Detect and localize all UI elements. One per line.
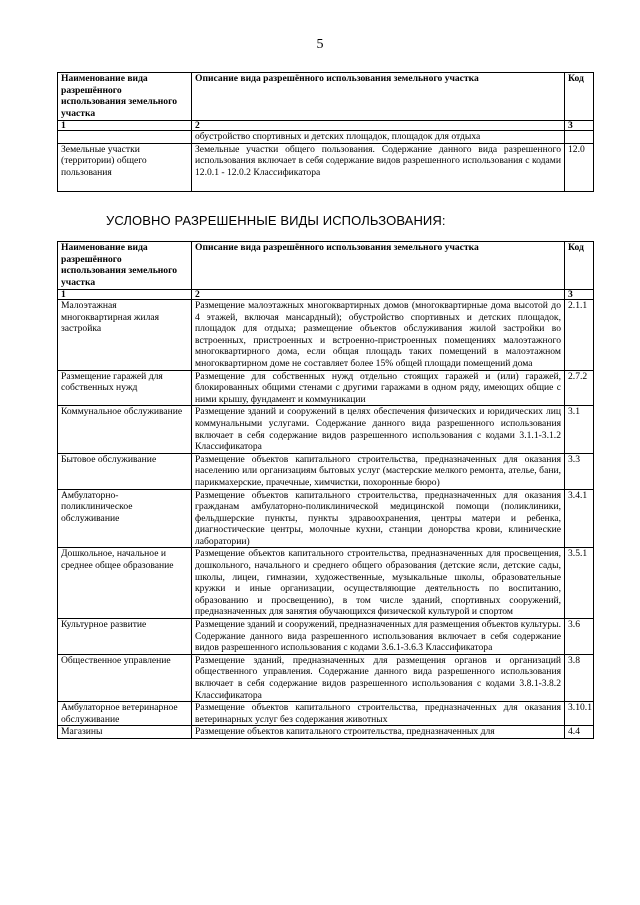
use-code-cell: 2.1.1 [565,300,594,371]
conditional-uses-table [57,241,594,739]
use-name-cell: Размещение гаражей для собственных нужд [58,370,192,406]
table-row [58,702,594,726]
use-desc-cell: Размещение объектов капитального строительства, предназначенных для оказания гражданам амбулаторно-поликлинической медицинской помощи (поликлиники, фельдшерские пункты, пункты здравоохранения, центры матери и ребенка, диагностические центры, молочные кухни, станции донорства крови, клинические лаборатории) [192,489,565,548]
header-name-cell: Наименование вида разрешённого использования земельного участка [58,73,192,121]
use-name-cell [58,131,192,144]
use-desc-cell: Размещение объектов капитального строительства, предназначенных для оказания ветеринарных услуг без содержания животных [192,702,565,726]
permitted-uses-table-continued [57,72,594,192]
use-desc-cell: Размещение зданий и сооружений в целях обеспечения физических и юридических лиц коммунальными услугами. Содержание данного вида разрешенного использования включает в себя содержание видов разрешенного использования с кодами 3.1.1-3.1.2 Классификатора [192,406,565,453]
use-desc-cell: обустройство спортивных и детских площадок, площадок для отдыха [192,131,565,144]
use-desc-cell: Размещение зданий и сооружений, предназначенных для размещения объектов культуры. Содержание данного вида разрешенного использования включает в себя содержание видов разрешенного использования с кодами 3.6.1-3.6.3 Классификатора [192,619,565,655]
use-name-cell: Бытовое обслуживание [58,453,192,489]
column-number-row [58,290,594,300]
use-code-cell: 3.5.1 [565,548,594,619]
column-number: 2 [192,290,565,300]
table-row [58,654,594,701]
use-name-cell: Магазины [58,726,192,739]
table-row [58,300,594,371]
use-name-cell: Коммунальное обслуживание [58,406,192,453]
column-number: 3 [565,290,594,300]
table-header-row [58,73,594,121]
page-number: 5 [316,37,324,52]
use-code-cell: 4.4 [565,726,594,739]
table-row [58,548,594,619]
use-code-cell: 3.1 [565,406,594,453]
table-row [58,619,594,655]
use-name-cell: Общественное управление [58,654,192,701]
column-number: 1 [58,121,192,131]
table-row [58,489,594,548]
use-code-cell: 3.4.1 [565,489,594,548]
table-row [58,453,594,489]
use-desc-cell: Земельные участки общего пользования. Содержание данного вида разрешенного использования включает в себя содержание видов разрешенного использования с кодами 12.0.1 - 12.0.2 Классификатора [192,143,565,191]
table-row [58,131,594,144]
use-name-cell: Культурное развитие [58,619,192,655]
table-row [58,726,594,739]
use-name-cell: Амбулаторное ветеринарное обслуживание [58,702,192,726]
use-code-cell: 3.3 [565,453,594,489]
column-number: 2 [192,121,565,131]
use-desc-cell: Размещение зданий, предназначенных для размещения органов и организаций общественного управления. Содержание данного вида разрешенного использования включает в себя содержание видов разрешенного использования с кодами 3.8.1-3.8.2 Классификатора [192,654,565,701]
use-code-cell [565,131,594,144]
column-number: 1 [58,290,192,300]
use-code-cell: 3.10.1 [565,702,594,726]
table-row [58,406,594,453]
use-code-cell: 3.8 [565,654,594,701]
use-name-cell: Дошкольное, начальное и среднее общее образование [58,548,192,619]
table-header-row [58,242,594,290]
use-name-cell: Малоэтажная многоквартирная жилая застройка [58,300,192,371]
table-row [58,370,594,406]
header-desc-cell: Описание вида разрешённого использования земельного участка [192,73,565,121]
section-title: УСЛОВНО РАЗРЕШЕННЫЕ ВИДЫ ИСПОЛЬЗОВАНИЯ: [106,213,446,228]
header-code-cell: Код [565,242,594,290]
column-number-row [58,121,594,131]
use-code-cell: 12.0 [565,143,594,191]
use-desc-cell: Размещение объектов капитального строительства, предназначенных для просвещения, дошкольного, начального и среднего общего образования (детские ясли, детские сады, школы, лицеи, гимназии, художественные, музыкальные школы, образовательные кружки и иные организации, осуществляющие деятельность по воспитанию, образованию и просвещению), в том числе зданий, спортивных сооружений, предназначенных для занятия обучающихся физической культурой и спортом [192,548,565,619]
use-code-cell: 3.6 [565,619,594,655]
use-name-cell: Земельные участки (территории) общего пользования [58,143,192,191]
use-code-cell: 2.7.2 [565,370,594,406]
column-number: 3 [565,121,594,131]
header-code-cell: Код [565,73,594,121]
table-row [58,143,594,191]
use-desc-cell: Размещение для собственных нужд отдельно стоящих гаражей и (или) гаражей, блокированных общими стенами с другими гаражами в одном ряду, имеющих общие с ними крышу, фундамент и коммуникации [192,370,565,406]
use-desc-cell: Размещение объектов капитального строительства, предназначенных для оказания населению или организациям бытовых услуг (мастерские мелкого ремонта, ателье, бани, парикмахерские, прачечные, химчистки, похоронные бюро) [192,453,565,489]
use-desc-cell: Размещение малоэтажных многоквартирных домов (многоквартирные дома высотой до 4 этажей, включая мансардный); обустройство спортивных и детских площадок, площадок для отдыха; размещение объектов обслуживания жилой застройки во встроенных, пристроенных и встроенно-пристроенных помещениях малоэтажного многоквартирного дома, если общая площадь таких помещений в малоэтажном многоквартирном доме не составляет более 15% общей площади помещений дома [192,300,565,371]
use-name-cell: Амбулаторно-поликлиническое обслуживание [58,489,192,548]
header-desc-cell: Описание вида разрешённого использования земельного участка [192,242,565,290]
use-desc-cell: Размещение объектов капитального строительства, предназначенных для [192,726,565,739]
header-name-cell: Наименование вида разрешённого использования земельного участка [58,242,192,290]
